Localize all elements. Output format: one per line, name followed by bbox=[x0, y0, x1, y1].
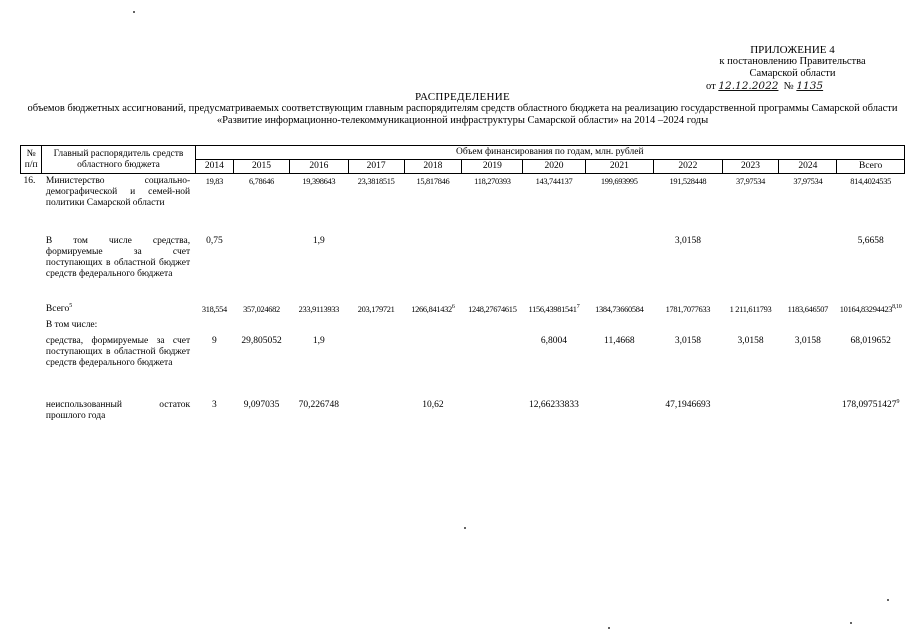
row-number bbox=[21, 334, 42, 398]
cell-value bbox=[722, 234, 779, 302]
scan-speck bbox=[850, 622, 852, 624]
row-name: средства, формируемые за счет поступающих в областной бюджет средств федерального бюджета bbox=[45, 336, 191, 368]
cell-value bbox=[404, 334, 462, 398]
appendix-header bbox=[690, 44, 895, 93]
header-year: 2022 bbox=[654, 160, 723, 174]
cell-value: 203,179721 bbox=[357, 305, 395, 314]
number-prefix: № bbox=[783, 81, 794, 92]
cell-value: 814,4024535 bbox=[850, 177, 891, 186]
cell-value: 1248,27674615 bbox=[468, 305, 517, 314]
cell-value: 3 bbox=[212, 400, 217, 410]
empty-cells bbox=[195, 318, 904, 334]
cell-value bbox=[234, 234, 290, 302]
cell-value: 3,0158 bbox=[674, 336, 701, 346]
heading-subtitle: объемов бюджетных ассигнований, предусматриваемых соответствующим главным распорядителям средств областного бюджета на реализацию государственной программы Самарской области «Развитие информационно-телекоммуникационной инфраструктуры Самарской области» на 2014 –2024 годы bbox=[27, 103, 898, 126]
cell-value: 233,9113933 bbox=[298, 305, 340, 314]
cell-value: 199,693995 bbox=[600, 177, 638, 186]
cell-value: 1183,646507 bbox=[787, 305, 829, 314]
cell-value: 19,398643 bbox=[302, 177, 336, 186]
cell-value: 1 211,611793 bbox=[729, 305, 772, 314]
table-row bbox=[21, 398, 905, 432]
handwritten-date: 12.12.2022 bbox=[718, 80, 779, 92]
cell-value: 12,66233833 bbox=[529, 400, 579, 410]
row-name: неиспользованный остаток прошлого года bbox=[45, 400, 191, 421]
scan-speck bbox=[608, 627, 610, 629]
row-number bbox=[21, 318, 42, 334]
cell-value: 1156,43981541$^7$ bbox=[528, 304, 580, 314]
cell-value: 9 bbox=[212, 336, 217, 346]
cell-value: 10,62 bbox=[422, 400, 444, 410]
cell-value bbox=[348, 334, 404, 398]
header-year: 2014 bbox=[195, 160, 234, 174]
scan-speck bbox=[887, 599, 889, 601]
header-total: Всего bbox=[837, 160, 905, 174]
row-name: Министерство социально-демографической и семей-ной политики Самарской области bbox=[45, 176, 191, 208]
cell-value: 1266,841432$^6$ bbox=[411, 304, 455, 314]
header-name: Главный распорядитель средств областного бюджета bbox=[42, 146, 195, 174]
header-year: 2023 bbox=[722, 160, 779, 174]
table-row bbox=[21, 318, 905, 334]
scan-speck bbox=[464, 527, 466, 529]
cell-value: 37,97534 bbox=[736, 177, 766, 186]
cell-value: 15,817846 bbox=[416, 177, 450, 186]
cell-value: 23,3818515 bbox=[357, 177, 395, 186]
header-year: 2020 bbox=[523, 160, 585, 174]
cell-value: 143,744137 bbox=[535, 177, 573, 186]
header-funding: Объем финансирования по годам, млн. рублей bbox=[195, 146, 904, 160]
row-name bbox=[42, 302, 195, 318]
cell-value bbox=[348, 234, 404, 302]
cell-value bbox=[462, 334, 523, 398]
cell-value: 1781,7077633 bbox=[665, 305, 711, 314]
cell-value: 6,78646 bbox=[248, 177, 275, 186]
scan-speck bbox=[133, 11, 135, 13]
header-year: 2017 bbox=[348, 160, 404, 174]
heading-title: РАСПРЕДЕЛЕНИЕ bbox=[415, 91, 510, 103]
date-prefix: от bbox=[706, 81, 716, 92]
cell-value bbox=[462, 234, 523, 302]
cell-value bbox=[779, 234, 837, 302]
cell-value: 10164,83294423$^{8,10}$ bbox=[839, 304, 902, 314]
cell-value: 1384,73660584 bbox=[595, 305, 644, 314]
cell-value: 178,09751427$^9$ bbox=[841, 398, 900, 410]
header-year: 2021 bbox=[585, 160, 654, 174]
document-heading bbox=[20, 91, 905, 127]
table-row bbox=[21, 234, 905, 302]
cell-value bbox=[585, 234, 654, 302]
cell-value: 357,024682 bbox=[243, 305, 280, 314]
table-row bbox=[21, 302, 905, 318]
cell-value: 191,528448 bbox=[669, 177, 707, 186]
appendix-line-1: к постановлению Правительства bbox=[719, 56, 866, 67]
row-number bbox=[21, 234, 42, 302]
row-number bbox=[21, 398, 42, 432]
cell-value: 3,0158 bbox=[737, 336, 764, 346]
table-row bbox=[21, 334, 905, 398]
cell-value: 19,83 bbox=[205, 177, 224, 186]
appendix-title: ПРИЛОЖЕНИЕ 4 bbox=[750, 44, 835, 56]
cell-value bbox=[722, 398, 779, 432]
cell-value: 11,4668 bbox=[604, 336, 635, 346]
cell-value bbox=[404, 234, 462, 302]
cell-value bbox=[462, 398, 523, 432]
footnote-mark: 5 bbox=[69, 302, 73, 309]
cell-value: 47,1946693 bbox=[665, 400, 711, 410]
cell-value: 70,226748 bbox=[298, 400, 340, 410]
cell-value: 0,75 bbox=[206, 236, 223, 246]
table-header-row-1 bbox=[21, 146, 905, 160]
cell-value: 318,554 bbox=[201, 305, 227, 314]
cell-value: 3,0158 bbox=[674, 236, 701, 246]
header-year: 2018 bbox=[404, 160, 462, 174]
funding-table bbox=[20, 145, 905, 432]
cell-value: 1,9 bbox=[312, 236, 325, 246]
cell-value: 1,9 bbox=[312, 336, 325, 346]
table-row bbox=[21, 174, 905, 235]
header-nr: № п/п bbox=[21, 146, 42, 174]
cell-value: 29,805052 bbox=[241, 336, 282, 346]
cell-value: 118,270393 bbox=[474, 177, 511, 186]
header-year: 2016 bbox=[289, 160, 348, 174]
header-year: 2015 bbox=[234, 160, 290, 174]
cell-value: 3,0158 bbox=[794, 336, 821, 346]
cell-value: 37,97534 bbox=[793, 177, 823, 186]
row-name: В том числе: bbox=[45, 320, 98, 330]
cell-value bbox=[523, 234, 585, 302]
row-number bbox=[21, 302, 42, 318]
cell-value bbox=[348, 398, 404, 432]
row-name: В том числе средства, формируемые за счет поступающих в областной бюджет средств федерального бюджета bbox=[45, 236, 191, 279]
row-name-text: Всего bbox=[45, 304, 70, 314]
header-year: 2019 bbox=[462, 160, 523, 174]
cell-value: 9,097035 bbox=[243, 400, 280, 410]
handwritten-number: 1135 bbox=[796, 80, 824, 92]
appendix-line-2: Самарской области bbox=[749, 68, 836, 79]
header-year: 2024 bbox=[779, 160, 837, 174]
cell-value bbox=[779, 398, 837, 432]
cell-value bbox=[585, 398, 654, 432]
cell-value: 6,8004 bbox=[540, 336, 568, 346]
cell-value: 68,019652 bbox=[850, 336, 891, 346]
row-number: 16. bbox=[23, 176, 36, 186]
cell-value: 5,6658 bbox=[857, 236, 884, 246]
